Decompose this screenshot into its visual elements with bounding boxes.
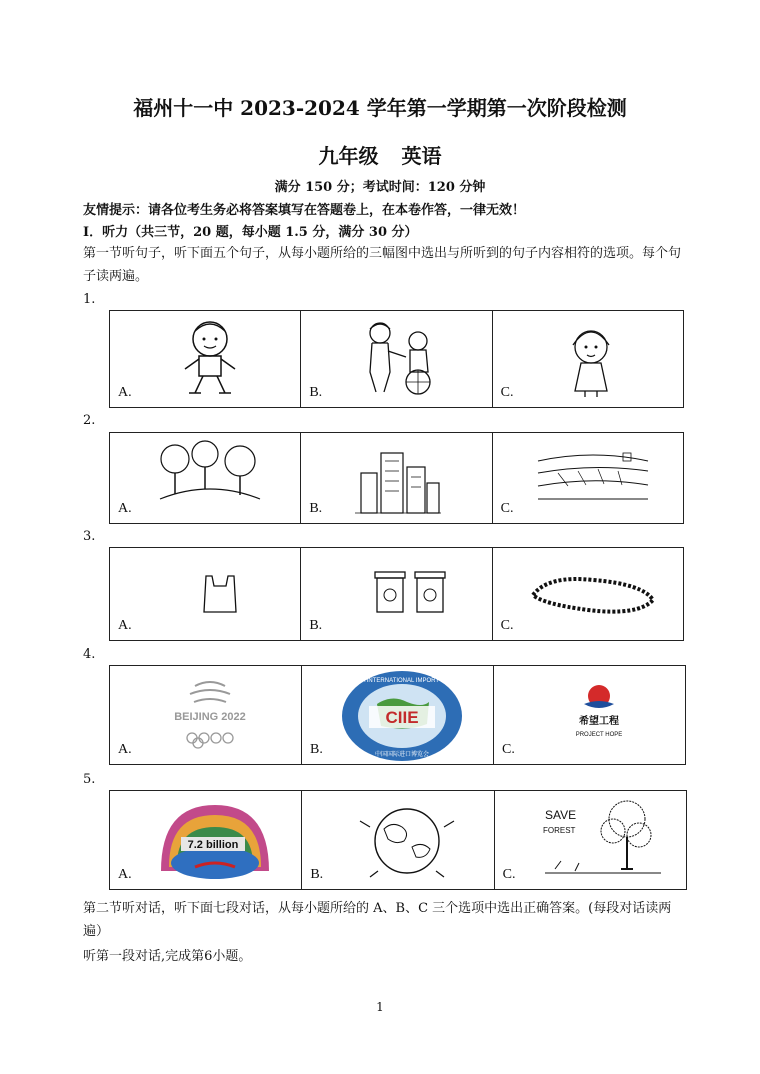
- question-1-options: [109, 310, 684, 408]
- question-number: 1.: [83, 292, 96, 307]
- option-a-cell[interactable]: [110, 548, 301, 641]
- exam-title: 福州十一中 2023-2024 学年第一学期第一次阶段检测: [133, 96, 627, 120]
- section-heading: Ⅰ．听力（共三节，20 题，每小题 1.5 分，满分 30 分）: [83, 225, 418, 240]
- option-a-cell[interactable]: [110, 791, 302, 890]
- option-a-label: A.: [118, 501, 132, 516]
- ciie-chinese: 中国国际进口博览会: [374, 751, 430, 758]
- beijing-text: BEIJING 2022: [174, 711, 246, 723]
- question-5-options: [109, 790, 687, 890]
- option-a-cell[interactable]: [110, 433, 301, 524]
- girl-icon: [561, 319, 621, 399]
- question-2-options: [109, 432, 684, 524]
- population-text: 7.2 billion: [187, 839, 239, 851]
- plastic-bag-icon: [200, 572, 240, 617]
- option-b-cell[interactable]: [302, 791, 494, 890]
- recycle-bins-icon: [371, 566, 451, 616]
- sad-earth-icon: [352, 799, 462, 879]
- rope-icon: [528, 570, 658, 620]
- option-a-cell[interactable]: [110, 666, 302, 765]
- option-c-label: C.: [500, 501, 514, 516]
- city-buildings-icon: [353, 443, 443, 518]
- option-c-cell[interactable]: [494, 666, 686, 765]
- option-b-cell[interactable]: [301, 311, 492, 408]
- question-3-options: [109, 547, 684, 641]
- exam-meta: 满分 150 分；考试时间：120 分钟: [274, 180, 486, 195]
- section1-instruction: 第一节听句子，听下面五个句子，从每小题所给的三幅图中选出与所听到的句子内容相符的选项。每个句子读两遍。: [83, 246, 682, 284]
- question-4-options: [109, 665, 686, 765]
- option-c-cell[interactable]: [492, 433, 683, 524]
- option-b-cell[interactable]: [301, 548, 492, 641]
- section2-instruction: 第二节听对话，听下面七段对话，从每小题所给的 A、B、C 三个选项中选出正确答案。(每段对话读两遍）: [83, 901, 672, 939]
- save-text: SAVE: [544, 808, 576, 822]
- option-b-cell[interactable]: [302, 666, 494, 765]
- trees-icon: [150, 439, 270, 509]
- option-c-label: C.: [500, 618, 514, 633]
- exam-subtitle: [0, 140, 760, 169]
- project-hope-logo: [554, 682, 644, 742]
- ciie-logo: [337, 668, 467, 764]
- option-b-label: B.: [309, 385, 323, 400]
- grade-label: 九年级: [318, 144, 379, 168]
- option-b-cell[interactable]: [301, 433, 492, 524]
- option-a-label: A.: [118, 742, 132, 757]
- forest-text: FOREST: [542, 826, 576, 835]
- option-c-cell[interactable]: [494, 791, 686, 890]
- boy-icon: [175, 317, 245, 397]
- option-b-label: B.: [309, 501, 323, 516]
- save-forest-icon: [535, 797, 665, 883]
- option-b-label: B.: [309, 618, 323, 633]
- option-b-label: B.: [310, 742, 323, 757]
- page-number: 1: [376, 1000, 384, 1014]
- option-c-label: C.: [502, 867, 516, 882]
- population-globe-icon: [155, 801, 275, 881]
- subject-label: 英语: [401, 144, 442, 168]
- first-dialog-instruction: 听第一段对话,完成第6小题。: [83, 949, 252, 964]
- question-number: 3.: [83, 529, 96, 544]
- option-c-label: C.: [500, 385, 514, 400]
- ciie-english: CHINA INTERNATIONAL IMPORT EXPO: [346, 678, 458, 684]
- option-a-label: A.: [118, 385, 132, 400]
- option-a-label: A.: [118, 867, 132, 882]
- option-a-cell[interactable]: [110, 311, 301, 408]
- farmland-icon: [538, 441, 648, 506]
- option-c-cell[interactable]: [492, 311, 683, 408]
- hope-english: PROJECT HOPE: [575, 732, 623, 738]
- ciie-logo-text: CIIE: [385, 708, 419, 727]
- option-c-label: C.: [502, 742, 515, 757]
- question-number: 4.: [83, 647, 96, 662]
- hope-chinese: 希望工程: [579, 716, 619, 727]
- helping-elderly-icon: [356, 317, 446, 397]
- exam-notice: 友情提示：请各位考生务必将答案填写在答题卷上，在本卷作答，一律无效！: [83, 203, 526, 218]
- question-number: 5.: [83, 772, 96, 787]
- option-b-label: B.: [310, 867, 324, 882]
- option-a-label: A.: [118, 618, 132, 633]
- question-number: 2.: [83, 413, 96, 428]
- option-c-cell[interactable]: [492, 548, 683, 641]
- beijing-2022-logo: [150, 672, 270, 752]
